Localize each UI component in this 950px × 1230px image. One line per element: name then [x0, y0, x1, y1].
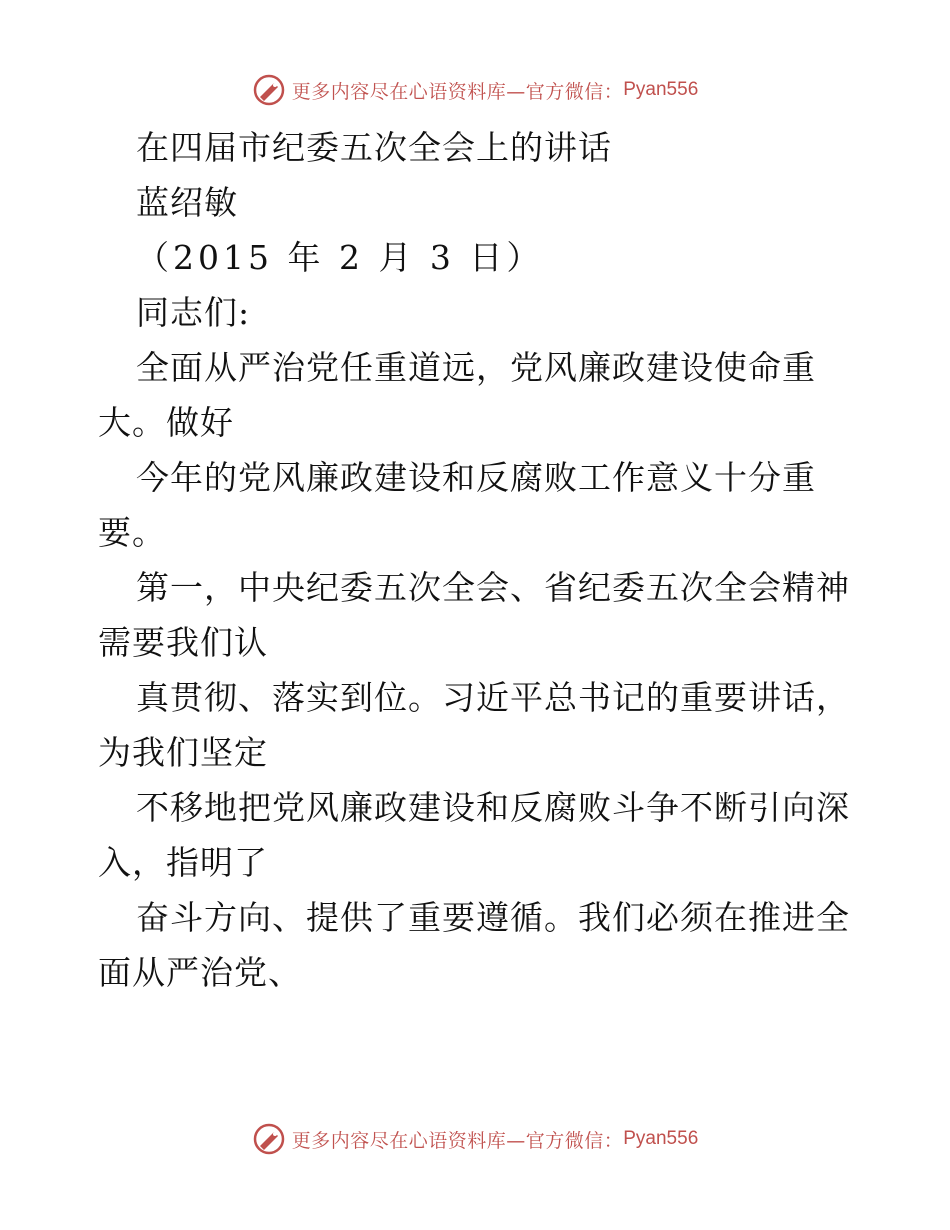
body-line: 今年的党风廉政建设和反腐败工作意义十分重 — [136, 458, 816, 497]
document-greeting: 同志们: — [136, 293, 251, 332]
body-line: 真贯彻、落实到位。习近平总书记的重要讲话， — [136, 678, 850, 717]
document-title: 在四届市纪委五次全会上的讲话 — [136, 128, 612, 167]
pen-nib-logo-icon — [252, 73, 286, 107]
document-date: （2015 年 2 月 3 日） — [136, 238, 544, 277]
body-line: 第一，中央纪委五次全会、省纪委五次全会精神 — [136, 568, 850, 607]
watermark-text: 更多内容尽在心语资料库—官方微信： — [291, 80, 624, 103]
body-line: 奋斗方向、提供了重要遵循。我们必须在推进全 — [136, 898, 850, 937]
body-line: 入，指明了 — [98, 843, 268, 882]
watermark-text: 更多内容尽在心语资料库—官方微信： — [291, 1129, 624, 1152]
body-line: 不移地把党风廉政建设和反腐败斗争不断引向深 — [136, 788, 850, 827]
watermark-wechat-id: Pyan556 — [623, 1128, 699, 1149]
body-line: 全面从严治党任重道远，党风廉政建设使命重 — [136, 348, 816, 387]
body-line: 需要我们认 — [98, 623, 268, 662]
watermark-footer — [0, 1119, 950, 1159]
body-line: 大。做好 — [98, 403, 234, 442]
pen-nib-logo-icon — [252, 1122, 286, 1156]
body-line: 要。 — [98, 513, 166, 552]
document-body — [98, 120, 858, 1000]
body-line: 面从严治党、 — [98, 953, 302, 992]
watermark-wechat-id: Pyan556 — [623, 79, 699, 100]
watermark-header — [0, 70, 950, 110]
body-line: 为我们坚定 — [98, 733, 268, 772]
document-author: 蓝绍敏 — [136, 183, 238, 222]
